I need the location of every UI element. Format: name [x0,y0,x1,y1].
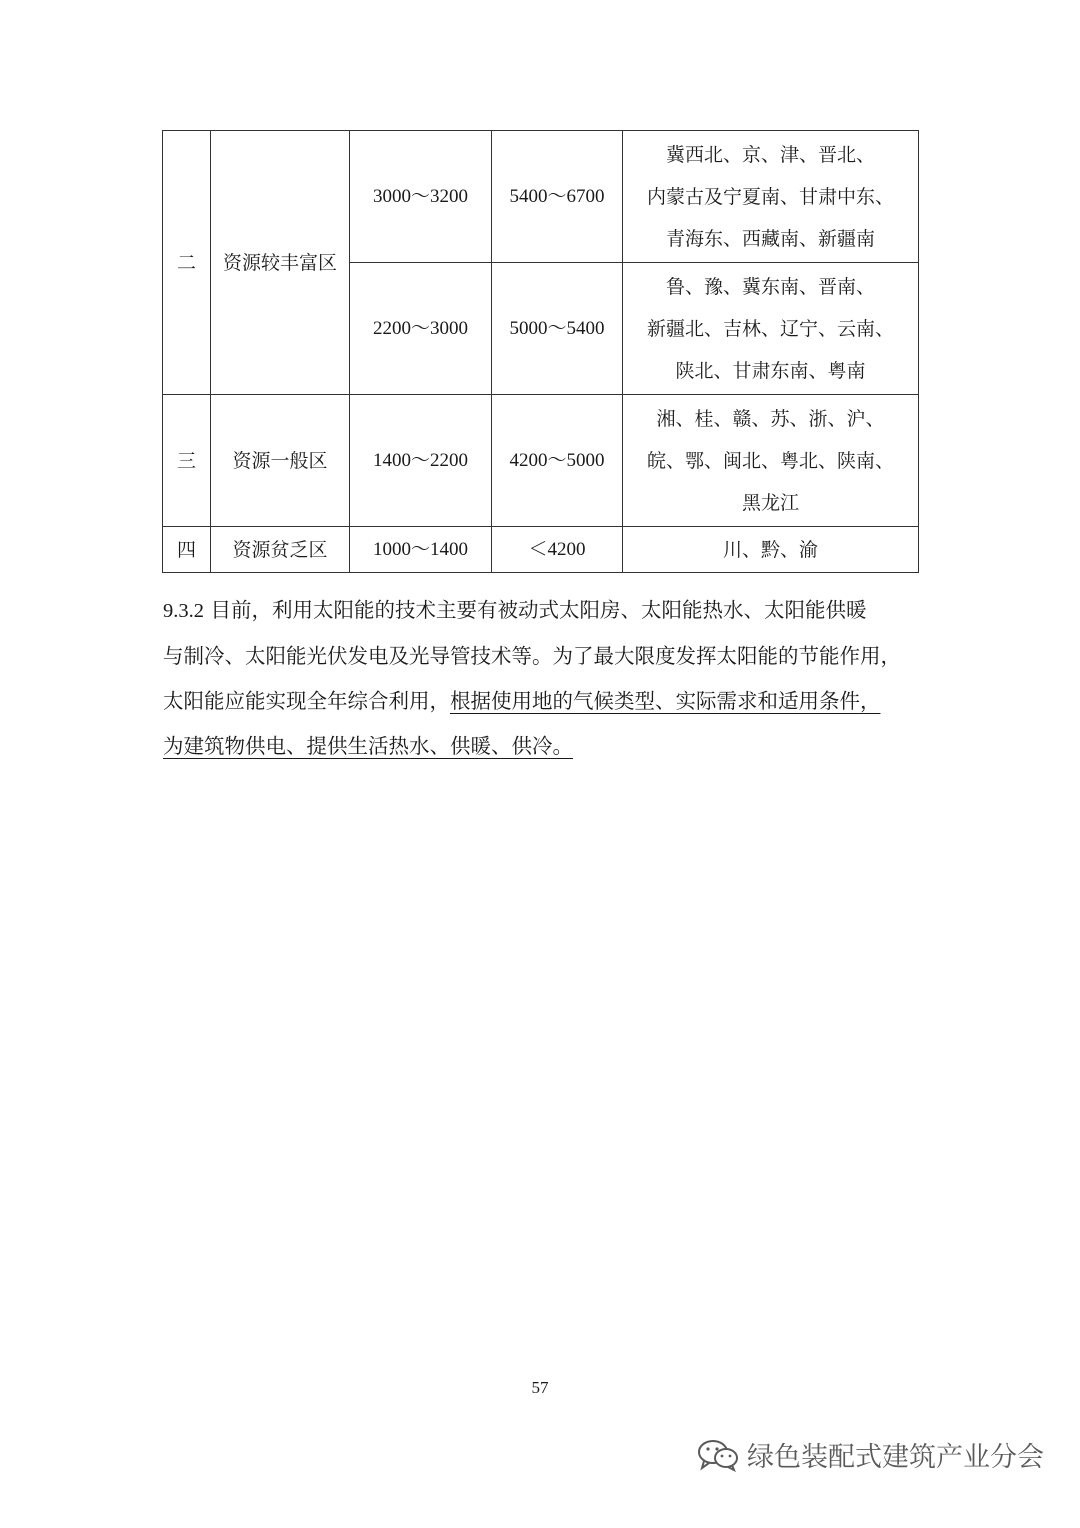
region-line: 内蒙古及宁夏南、甘肃中东、 [646,185,894,208]
zone-name: 资源较丰富区 [211,131,350,395]
table-row [163,527,919,573]
table-row [163,131,919,263]
hours-range: 3000～3200 [350,131,492,263]
region-line: 鲁、豫、冀东南、晋南、 [665,275,875,298]
region-line: 黑龙江 [741,491,799,514]
paragraph-text: 目前，利用太阳能的技术主要有被动式太阳房、太阳能热水、太阳能供暖 [204,598,867,622]
hours-range: 2200～3000 [350,263,492,395]
paragraph-line [163,724,919,769]
region-line: 湘、桂、赣、苏、浙、沪、 [656,407,885,430]
region-line: 青海东、西藏南、新疆南 [665,227,875,250]
energy-range: ＜4200 [492,527,623,573]
energy-range: 5000～5400 [492,263,623,395]
hours-range: 1400～2200 [350,395,492,527]
zone-category: 三 [163,395,211,527]
paragraph-line: 与制冷、太阳能光伏发电及光导管技术等。为了最大限度发挥太阳能的节能作用， [163,644,901,668]
page-number: 57 [531,1378,549,1397]
table-row [163,395,919,527]
region-line: 川、黔、渝 [722,538,818,561]
zone-category: 四 [163,527,211,573]
underlined-text: 根据使用地的气候类型、实际需求和适用条件， [450,689,881,713]
region-line: 陕北、甘肃东南、粤南 [675,359,866,382]
region-line: 冀西北、京、津、晋北、 [665,143,875,166]
paragraph-line [163,679,919,724]
energy-range: 4200～5000 [492,395,623,527]
zone-name: 资源贫乏区 [211,527,350,573]
hours-range: 1000～1400 [350,527,492,573]
paragraph-text: 太阳能应能实现全年综合利用， [163,689,450,713]
zone-category: 二 [163,131,211,395]
paragraph-line [163,588,919,634]
clause-number: 9.3.2 [163,600,204,622]
region-list [623,527,919,573]
region-line: 皖、鄂、闽北、粤北、陕南、 [646,449,894,472]
region-line: 新疆北、吉林、辽宁、云南、 [646,317,894,340]
region-list [623,131,919,263]
wechat-icon [697,1438,739,1472]
energy-range: 5400～6700 [492,131,623,263]
watermark-text: 绿色装配式建筑产业分会 [747,1442,1044,1473]
watermark [697,1435,1044,1474]
solar-resource-table [162,130,919,573]
region-list [623,395,919,527]
underlined-text: 为建筑物供电、提供生活热水、供暖、供冷。 [163,734,573,758]
region-list [623,263,919,395]
zone-name: 资源一般区 [211,395,350,527]
body-paragraph [163,588,919,769]
